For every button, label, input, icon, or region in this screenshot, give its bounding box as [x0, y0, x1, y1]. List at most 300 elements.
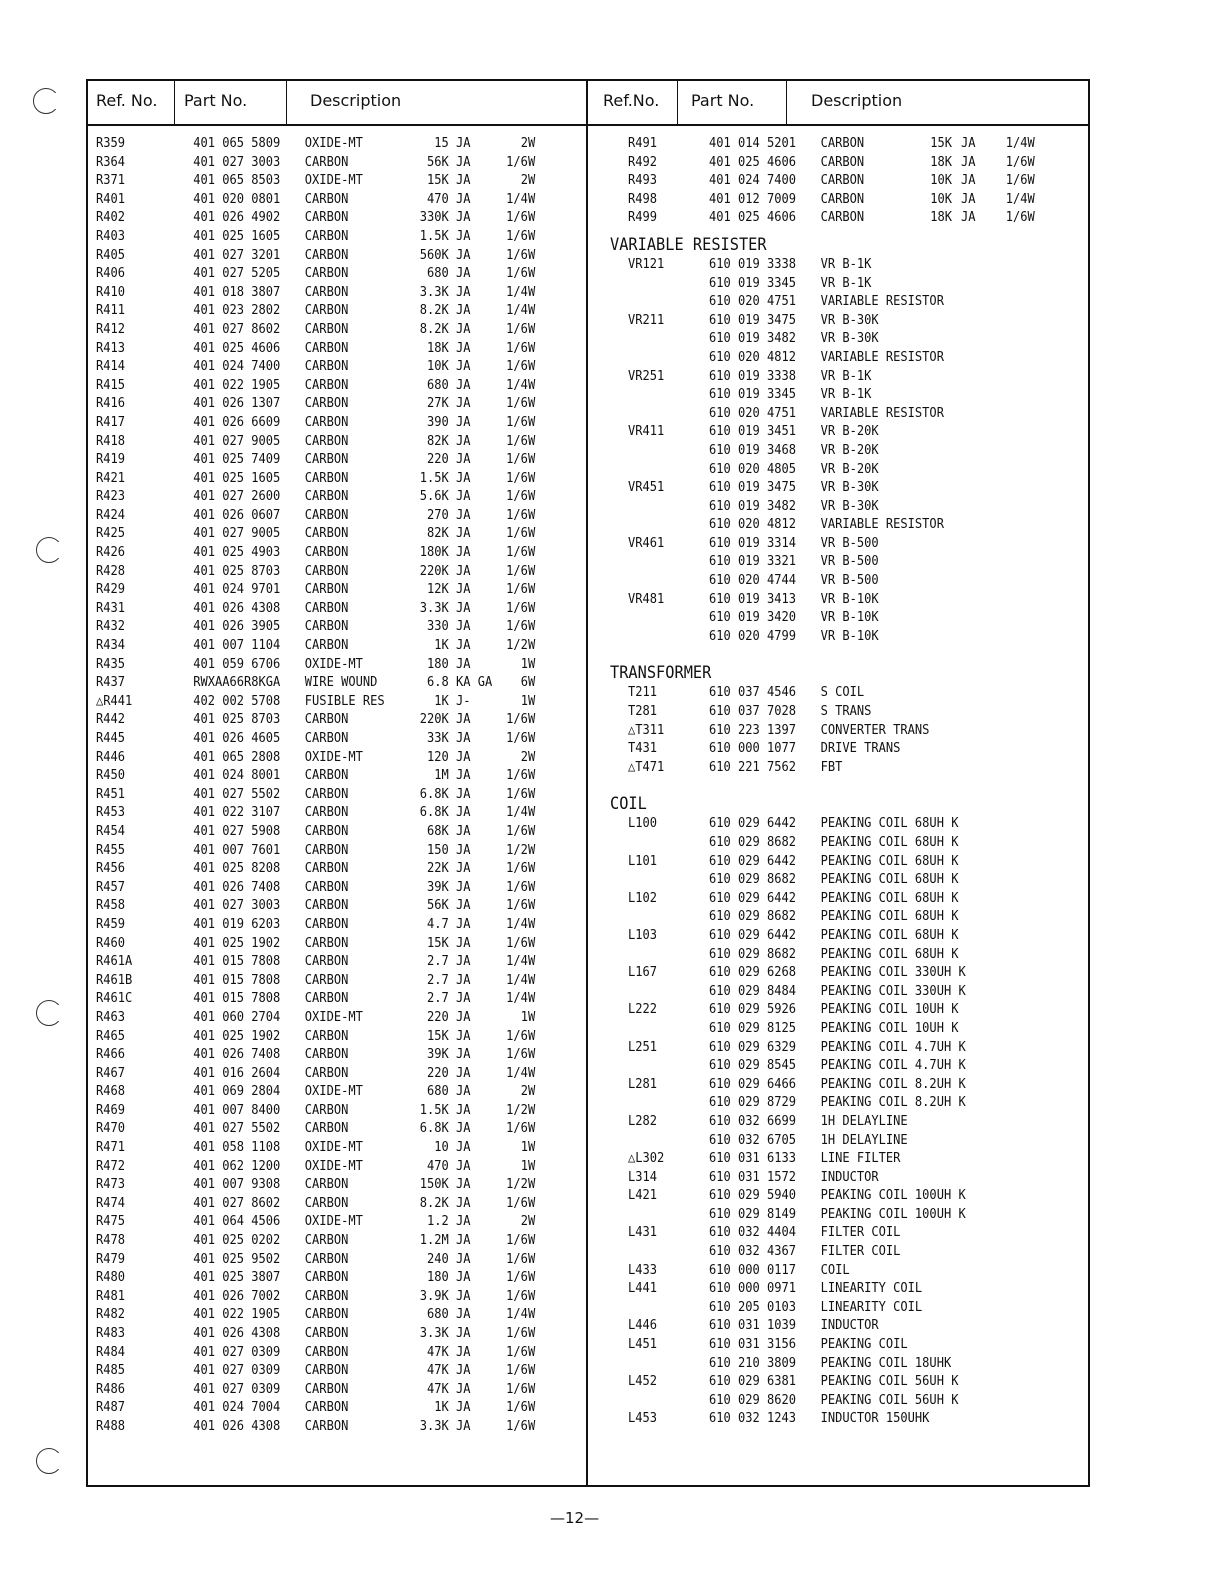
part-no: 610 032 4367 [709, 1244, 797, 1260]
value: 680 [427, 1084, 449, 1100]
section-spacer [610, 777, 1080, 787]
part-no: 401 025 0202 [193, 1233, 281, 1249]
ref-no: R429 [96, 582, 126, 598]
ref-no: T281 [628, 704, 658, 720]
part-no: 610 019 3482 [709, 498, 797, 514]
part-no: 610 029 8682 [709, 872, 797, 888]
ref-no: R417 [96, 414, 126, 430]
tolerance: JA [456, 452, 471, 468]
part-no: 401 025 1902 [193, 935, 281, 951]
tolerance: JA [456, 972, 471, 988]
tolerance: JA [456, 1418, 471, 1434]
tolerance: JA [456, 545, 471, 561]
description: CONVERTER TRANS [820, 722, 930, 738]
ref-no: R471 [96, 1140, 126, 1156]
part-type: CARBON [304, 191, 349, 207]
value: 220 [427, 1009, 449, 1025]
right-column [610, 135, 1080, 1429]
wattage: 1/4W [506, 805, 536, 821]
part-row [96, 823, 536, 842]
ref-no: R482 [96, 1307, 126, 1323]
ref-no: L102 [628, 890, 658, 906]
tolerance: JA [456, 210, 471, 226]
part-row [96, 1083, 536, 1102]
ref-no: L251 [628, 1039, 658, 1055]
tolerance: JA [456, 359, 471, 375]
header-separator [786, 79, 787, 124]
ref-no: R413 [96, 340, 126, 356]
value: 180 [427, 656, 449, 672]
part-row [610, 1057, 1033, 1076]
value: 1.5K [419, 228, 449, 244]
part-type: CARBON [304, 452, 349, 468]
ref-no: R450 [96, 768, 126, 784]
value: 10 [434, 1140, 449, 1156]
wattage: 1/4W [506, 284, 536, 300]
value: 68K [427, 823, 449, 839]
part-row [96, 1176, 536, 1195]
part-row [96, 1120, 536, 1139]
value: 6.8K [419, 805, 449, 821]
ref-no: R487 [96, 1400, 126, 1416]
part-row [96, 916, 536, 935]
tolerance: JA [456, 414, 471, 430]
ref-no: R481 [96, 1288, 126, 1304]
part-no: 610 020 4812 [709, 517, 797, 533]
part-row [96, 1046, 536, 1065]
part-row [610, 684, 1033, 703]
punch-hole [36, 537, 62, 563]
description: PEAKING COIL 68UH K [820, 946, 959, 962]
value: 1M [434, 768, 449, 784]
part-row [96, 302, 536, 321]
ref-no: R461C [96, 991, 133, 1007]
part-no: 610 029 8125 [709, 1020, 797, 1036]
value: 150K [419, 1177, 449, 1193]
tolerance: JA [456, 1214, 471, 1230]
part-no: 610 029 5940 [709, 1188, 797, 1204]
part-row [610, 1206, 1033, 1225]
ref-no: R460 [96, 935, 126, 951]
tolerance: JA [456, 247, 471, 263]
punch-hole [36, 1000, 62, 1026]
part-type: CARBON [820, 191, 865, 207]
part-row [96, 749, 536, 768]
part-no: 610 019 3482 [709, 331, 797, 347]
value: 2.7 [427, 991, 449, 1007]
part-row [96, 1325, 536, 1344]
tolerance: JA [456, 1288, 471, 1304]
description: INDUCTOR [820, 1318, 879, 1334]
value: 22K [427, 861, 449, 877]
header-desc: Description [310, 91, 402, 110]
ref-no: L282 [628, 1113, 658, 1129]
part-row [96, 600, 536, 619]
part-no: 610 019 3321 [709, 554, 797, 570]
part-type: CARBON [304, 228, 349, 244]
part-row [610, 1076, 1033, 1095]
part-no: 610 019 3475 [709, 480, 797, 496]
tolerance: JA [456, 805, 471, 821]
part-row [96, 1213, 536, 1232]
tolerance: JA [961, 173, 976, 189]
description: VR B-30K [820, 331, 879, 347]
part-type: CARBON [304, 303, 349, 319]
ref-no: L167 [628, 965, 658, 981]
description: PEAKING COIL [820, 1337, 908, 1353]
part-type: OXIDE-MT [304, 173, 363, 189]
value: 680 [427, 377, 449, 393]
ref-no: R491 [628, 136, 658, 151]
ref-no: R463 [96, 1009, 126, 1025]
value: 15K [427, 173, 449, 189]
tolerance: JA [456, 136, 471, 151]
ref-no: L100 [628, 816, 658, 832]
part-row [96, 395, 536, 414]
part-type: OXIDE-MT [304, 749, 363, 765]
part-type: OXIDE-MT [304, 1084, 363, 1100]
description: VR B-30K [820, 480, 879, 496]
description: PEAKING COIL 68UH K [820, 927, 959, 943]
description: PEAKING COIL 330UH K [820, 983, 966, 999]
value: 1.2 [427, 1214, 449, 1230]
part-row [610, 908, 1033, 927]
part-type: CARBON [820, 210, 865, 226]
part-type: OXIDE-MT [304, 1009, 363, 1025]
part-type: OXIDE-MT [304, 136, 363, 151]
ref-no: R478 [96, 1233, 126, 1249]
part-no: 610 029 6466 [709, 1076, 797, 1092]
wattage: 1/6W [506, 1418, 536, 1434]
wattage: 1W [520, 656, 536, 672]
part-type: CARBON [304, 1233, 349, 1249]
tolerance: JA [456, 1307, 471, 1323]
part-type: CARBON [304, 1363, 349, 1379]
part-row [610, 405, 1033, 424]
part-type: CARBON [304, 470, 349, 486]
wattage: 1/6W [506, 433, 536, 449]
value: 270 [427, 507, 449, 523]
part-type: CARBON [304, 1418, 349, 1434]
ref-no: T431 [628, 741, 658, 757]
part-no: 610 029 6442 [709, 927, 797, 943]
part-no: 610 020 4805 [709, 461, 797, 477]
wattage: 1/6W [506, 489, 536, 505]
wattage: 1/6W [506, 1270, 536, 1286]
part-no: 610 029 8545 [709, 1058, 797, 1074]
ref-no: R480 [96, 1270, 126, 1286]
part-row [96, 563, 536, 582]
part-no: 401 022 1905 [193, 1307, 281, 1323]
part-row [610, 172, 1033, 191]
value: 18K [930, 210, 952, 226]
part-no: 401 027 5205 [193, 266, 281, 282]
part-type: OXIDE-MT [304, 1214, 363, 1230]
ref-no: R414 [96, 359, 126, 375]
part-row [96, 507, 536, 526]
part-row [96, 1306, 536, 1325]
tolerance: JA [456, 1047, 471, 1063]
part-type: CARBON [304, 396, 349, 412]
part-row [96, 1381, 536, 1400]
ref-no: VR461 [628, 535, 665, 551]
part-row [610, 1262, 1033, 1281]
value: 240 [427, 1251, 449, 1267]
description: VR B-30K [820, 498, 879, 514]
part-no: 610 000 1077 [709, 741, 797, 757]
wattage: 1/6W [506, 396, 536, 412]
part-no: 610 020 4799 [709, 628, 797, 644]
ref-no: △L302 [628, 1151, 665, 1167]
tolerance: JA [456, 954, 471, 970]
wattage: 2W [520, 173, 536, 189]
part-row [96, 711, 536, 730]
ref-no: L453 [628, 1411, 658, 1427]
value: 560K [419, 247, 449, 263]
header-separator [174, 79, 175, 124]
part-no: 610 031 1039 [709, 1318, 797, 1334]
value: 33K [427, 731, 449, 746]
part-row [96, 618, 536, 637]
part-row [96, 860, 536, 879]
part-no: 610 019 3420 [709, 610, 797, 626]
part-row [96, 228, 536, 247]
part-row [96, 879, 536, 898]
description: PEAKING COIL 100UH K [820, 1188, 966, 1204]
part-row [610, 740, 1033, 759]
description: VR B-1K [820, 256, 872, 272]
part-row [610, 628, 1033, 647]
ref-no: L441 [628, 1281, 658, 1297]
wattage: 1/2W [506, 1102, 536, 1118]
description: VR B-500 [820, 535, 879, 551]
section-spacer [610, 646, 1080, 656]
ref-no: L101 [628, 853, 658, 869]
part-row [610, 1169, 1033, 1188]
part-row [96, 693, 536, 712]
part-type: CARBON [304, 526, 349, 542]
part-row [610, 946, 1033, 965]
ref-no: R479 [96, 1251, 126, 1267]
wattage: 1/4W [506, 954, 536, 970]
part-row [610, 209, 1033, 228]
tolerance: JA [456, 321, 471, 337]
tolerance: JA [456, 1065, 471, 1081]
part-no: 401 007 8400 [193, 1102, 281, 1118]
part-type: CARBON [820, 136, 865, 151]
tolerance: JA [456, 1381, 471, 1397]
part-type: CARBON [304, 1047, 349, 1063]
wattage: 1/6W [506, 1381, 536, 1397]
part-no: 401 027 0309 [193, 1344, 281, 1360]
value: 220K [419, 712, 449, 728]
tolerance: JA [456, 1400, 471, 1416]
tolerance: JA [456, 712, 471, 728]
part-row [96, 451, 536, 470]
tolerance: JA [456, 898, 471, 914]
tolerance: JA [456, 1158, 471, 1174]
description: PEAKING COIL 56UH K [820, 1374, 959, 1390]
part-row [96, 767, 536, 786]
part-no: 401 025 4606 [709, 154, 797, 170]
part-no: 610 000 0117 [709, 1262, 797, 1278]
value: 470 [427, 191, 449, 207]
part-row [610, 1280, 1033, 1299]
part-no: 610 019 3314 [709, 535, 797, 551]
tolerance: JA [456, 1326, 471, 1341]
wattage: 1/4W [506, 972, 536, 988]
tolerance: JA [456, 154, 471, 170]
part-no: 401 025 7409 [193, 452, 281, 468]
ref-no: L433 [628, 1262, 658, 1278]
part-row [96, 1102, 536, 1121]
part-no: 401 060 2704 [193, 1009, 281, 1025]
value: 1K [434, 693, 449, 709]
part-row [96, 1418, 536, 1437]
value: 6.8 [427, 675, 449, 691]
part-no: 610 029 6442 [709, 816, 797, 832]
part-no: 401 025 1605 [193, 470, 281, 486]
wattage: 1/4W [506, 303, 536, 319]
part-type: CARBON [304, 786, 349, 802]
tolerance: JA [456, 1140, 471, 1156]
value: 1.5K [419, 1102, 449, 1118]
ref-no: VR411 [628, 424, 665, 440]
ref-no: VR121 [628, 256, 665, 272]
header-desc: Description [811, 91, 903, 110]
part-row [610, 759, 1033, 778]
part-no: 610 029 6442 [709, 890, 797, 906]
ref-no: R455 [96, 842, 126, 858]
part-type: WIRE WOUND [304, 675, 378, 691]
part-type: CARBON [304, 154, 349, 170]
part-no: 401 024 7400 [193, 359, 281, 375]
part-no: 401 024 8001 [193, 768, 281, 784]
part-no: 401 025 1605 [193, 228, 281, 244]
part-no: 401 027 3003 [193, 154, 281, 170]
part-row [96, 154, 536, 173]
tolerance: JA [456, 935, 471, 951]
right-header [588, 79, 1090, 126]
part-row [610, 703, 1033, 722]
wattage: 1/4W [1005, 136, 1035, 151]
value: 18K [427, 340, 449, 356]
part-no: 401 026 4308 [193, 600, 281, 616]
ref-no: R467 [96, 1065, 126, 1081]
part-type: CARBON [304, 1251, 349, 1267]
part-type: CARBON [304, 1195, 349, 1211]
part-no: 401 064 4506 [193, 1214, 281, 1230]
part-row [610, 1355, 1033, 1374]
tolerance: JA [456, 266, 471, 282]
ref-no: R412 [96, 321, 126, 337]
column-divider [586, 79, 588, 1487]
value: 8.2K [419, 321, 449, 337]
ref-no: R401 [96, 191, 126, 207]
ref-no: VR211 [628, 312, 665, 328]
ref-no: R364 [96, 154, 126, 170]
tolerance: JA [456, 582, 471, 598]
ref-no: R459 [96, 916, 126, 932]
wattage: 1/6W [506, 340, 536, 356]
wattage: 2W [520, 1214, 536, 1230]
value: 3.3K [419, 284, 449, 300]
part-row [610, 275, 1033, 294]
value: 12K [427, 582, 449, 598]
wattage: 1/4W [506, 377, 536, 393]
part-no: 401 007 9308 [193, 1177, 281, 1193]
wattage: 1/6W [506, 452, 536, 468]
part-no: 610 205 0103 [709, 1299, 797, 1315]
part-row [610, 927, 1033, 946]
value: 3.3K [419, 600, 449, 616]
part-type: CARBON [304, 1400, 349, 1416]
tolerance: JA [961, 154, 976, 170]
tolerance: JA [456, 786, 471, 802]
description: PEAKING COIL 10UH K [820, 1020, 959, 1036]
part-row [610, 1001, 1033, 1020]
part-row [610, 572, 1033, 591]
tolerance: JA [456, 638, 471, 654]
part-no: 401 022 1905 [193, 377, 281, 393]
part-row [610, 1299, 1033, 1318]
part-type: CARBON [304, 359, 349, 375]
ref-no: VR251 [628, 368, 665, 384]
punch-hole [36, 1448, 62, 1474]
value: 220 [427, 452, 449, 468]
part-type: CARBON [304, 823, 349, 839]
part-row [610, 423, 1033, 442]
description: PEAKING COIL 68UH K [820, 853, 959, 869]
part-no: 401 025 4606 [193, 340, 281, 356]
tolerance: JA [456, 563, 471, 579]
wattage: 1/6W [506, 1400, 536, 1416]
part-type: CARBON [304, 266, 349, 282]
part-row [610, 1336, 1033, 1355]
part-no: 401 026 7002 [193, 1288, 281, 1304]
description: VR B-20K [820, 461, 879, 477]
part-row [96, 953, 536, 972]
part-row [610, 591, 1033, 610]
wattage: 1/6W [506, 210, 536, 226]
wattage: 1/6W [506, 507, 536, 523]
part-no: 610 029 6329 [709, 1039, 797, 1055]
value: 56K [427, 898, 449, 914]
value: 120 [427, 749, 449, 765]
part-no: 401 027 8602 [193, 1195, 281, 1211]
part-row [610, 516, 1033, 535]
ref-no: R488 [96, 1418, 126, 1434]
ref-no: R458 [96, 898, 126, 914]
wattage: 1/6W [506, 228, 536, 244]
part-row [610, 386, 1033, 405]
part-type: CARBON [304, 284, 349, 300]
wattage: 1/6W [506, 1121, 536, 1137]
part-row [96, 656, 536, 675]
ref-no: R426 [96, 545, 126, 561]
part-row [610, 722, 1033, 741]
tolerance: JA [456, 916, 471, 932]
value: 330K [419, 210, 449, 226]
ref-no: L222 [628, 1002, 658, 1018]
value: 220K [419, 563, 449, 579]
part-row [96, 730, 536, 749]
part-no: 401 022 3107 [193, 805, 281, 821]
part-no: 610 029 6268 [709, 965, 797, 981]
part-type: CARBON [304, 210, 349, 226]
description: FILTER COIL [820, 1244, 901, 1260]
ref-no: R456 [96, 861, 126, 877]
